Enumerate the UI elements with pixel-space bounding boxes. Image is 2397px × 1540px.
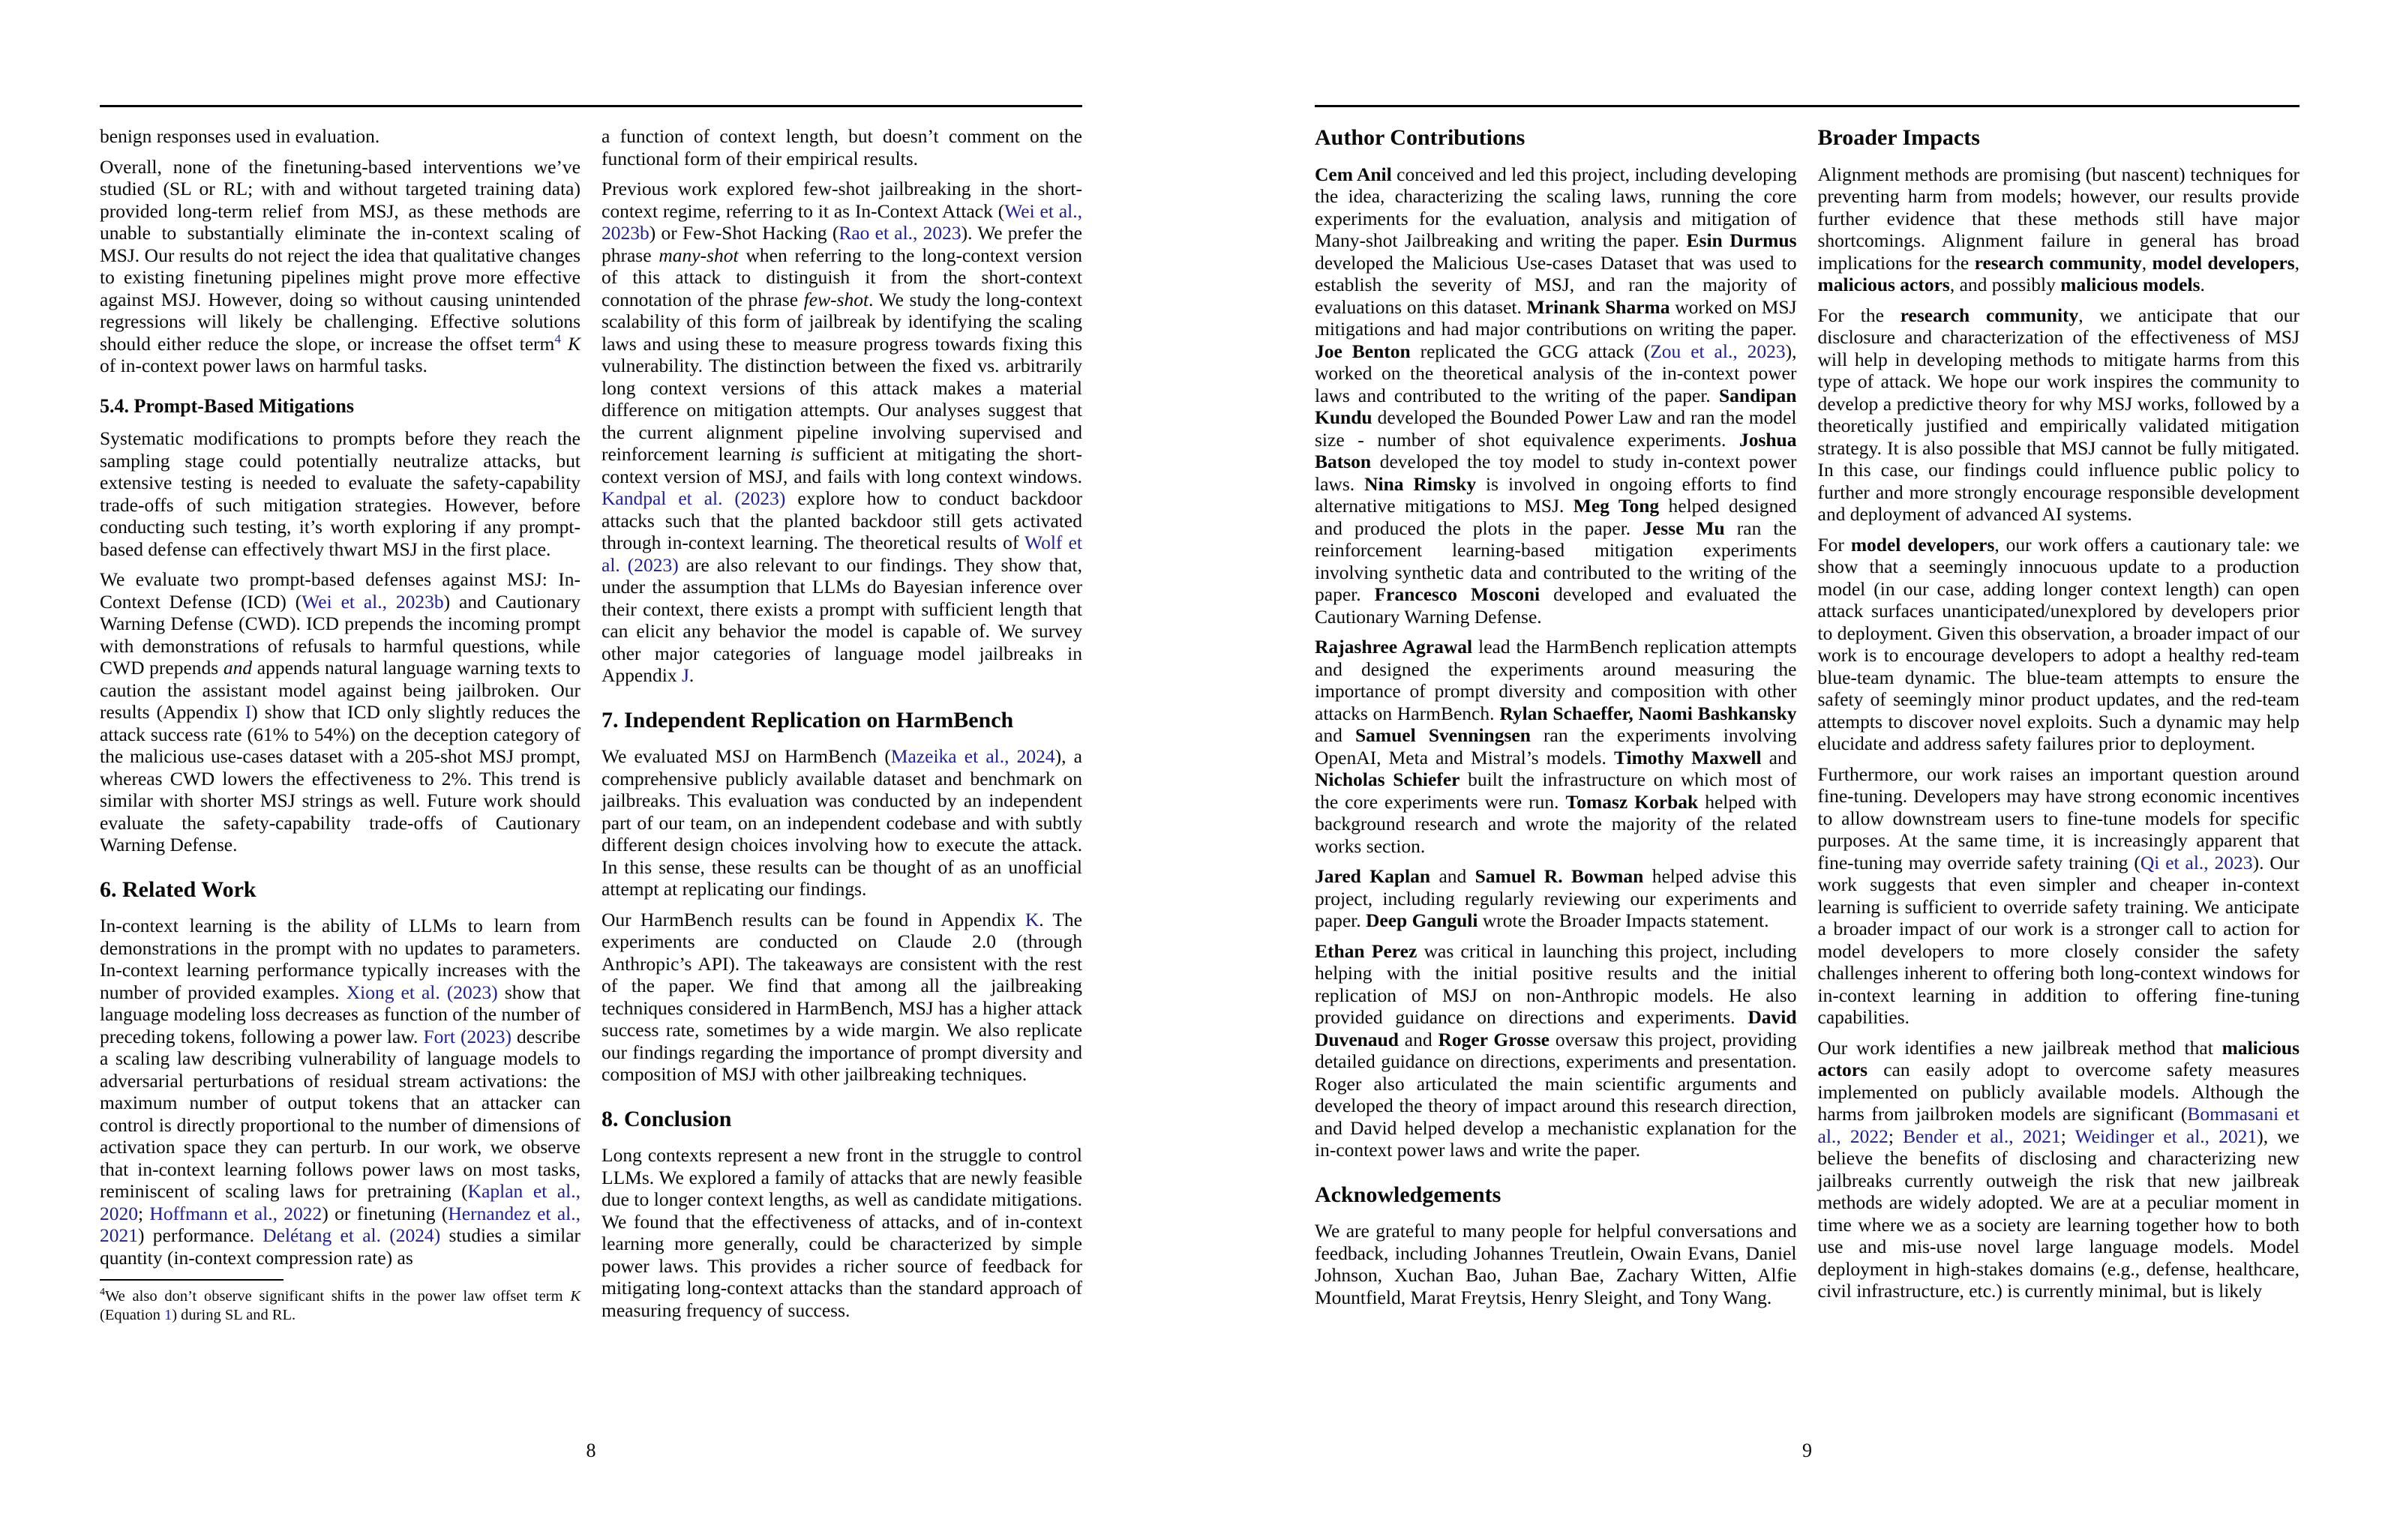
text-run: Acknowledgements <box>1315 1182 1502 1207</box>
paragraph <box>602 178 1082 687</box>
section-heading <box>1315 1182 1797 1209</box>
bold-text: model developers <box>2152 251 2295 274</box>
text-run: ; <box>138 1202 150 1224</box>
paragraph <box>100 568 580 856</box>
text-run: We evaluated MSJ on HarmBench ( <box>602 745 891 767</box>
text-run: ), worked on the theoretical analysis of the in-context power laws and contributed to the writing of the paper. <box>1315 340 1797 406</box>
text-run: developed the Malicious Use-cases Dataset that was used to establish the severity of MSJ, and ran the majority of evaluations on this dataset. <box>1315 251 1797 318</box>
page-8-column-right <box>602 125 1082 1329</box>
paragraph <box>602 745 1082 900</box>
text-run: benign responses used in evaluation. <box>100 125 380 147</box>
text-run: many-shot <box>658 244 739 266</box>
text-run: 6. Related Work <box>100 876 256 902</box>
citation-link[interactable]: Qi et al., 2023 <box>2140 851 2253 873</box>
bold-text: Sandipan Kundu <box>1315 384 1797 428</box>
text-run: Author Contributions <box>1315 125 1526 150</box>
bold-text: malicious actors <box>1817 274 1950 295</box>
bold-text: Esin Durmus <box>1686 229 1797 251</box>
text-run: . We study the long-context scalability of this form of jailbreak by identifying the scaling laws and using these to measure progress towards fixing this vulnerability. The distinction between the fixed vs. arbitrarily long context versions of this attack makes a material difference on mitigation attempts. Our analyses suggest that the current alignment pipeline involving supervised and reinforcement learning <box>602 288 1082 465</box>
citation-link[interactable]: Zou et al., 2023 <box>1650 340 1786 362</box>
text-run: explore how to conduct backdoor attacks such that the planted backdoor still gets activated through in-context learning. The theoretical results of <box>602 487 1082 553</box>
text-run: , our work offers a cautionary tale: we show that a seemingly innocuous update to a production model (in our case, adding longer context length) can open attack surfaces unanticipated/unexplored by developers prior to deployment. Given this observation, a broader impact of our work is to encourage developers to adopt a healthy red-team blue-team dynamic. The blue-team attempts to ensure the safety of seemingly minor product updates, and the red-team attempts to discover novel exploits. Such a dynamic may help elucidate and address safety failures prior to deployment. <box>1817 533 2300 754</box>
bold-text: Timothy Maxwell <box>1613 746 1762 769</box>
text-run: of in-context power laws on harmful tasks. <box>100 355 428 376</box>
text-run: 5.4. Prompt-Based Mitigations <box>100 394 354 417</box>
text-run: In-context learning is the ability of LLMs to learn from demonstrations in the prompt with no updates to parameters. In-context learning performance typically increases with the number of provided examples. <box>100 915 580 1003</box>
text-run: . <box>2200 274 2205 295</box>
text-run: studies a similar quantity (in-context compression rate) as <box>100 1224 581 1269</box>
text-run: helped advise this project, including regularly reviewing our experiments and paper. <box>1315 865 1797 931</box>
bold-text: Joe Benton <box>1315 340 1411 362</box>
text-run: and <box>1430 865 1475 887</box>
text-run: Our HarmBench results can be found in Appendix <box>602 908 1025 930</box>
text-run: developed the Bounded Power Law and ran the model size - number of shot equivalence experiments. <box>1315 406 1797 451</box>
page-9-column-right <box>1818 125 2300 1317</box>
citation-link[interactable]: Xiong et al. (2023) <box>346 981 498 1003</box>
section-heading <box>1818 125 2300 151</box>
bold-text: Jesse Mu <box>1642 517 1725 539</box>
paragraph <box>1818 304 2300 526</box>
citation-link[interactable]: Rao et al., 2023 <box>838 222 962 244</box>
bold-text: malicious actors <box>1817 1036 2300 1080</box>
bold-text: Samuel R. Bowman <box>1474 865 1644 887</box>
citation-link[interactable]: Weidinger et al., 2021 <box>2074 1125 2258 1147</box>
citation-link[interactable]: Kandpal et al. (2023) <box>602 487 786 509</box>
text-run: can easily adopt to overcome safety measures implemented on publicly available models. Although the harms from jailbroken models are significant ( <box>1817 1059 2300 1125</box>
page-9-column-left <box>1315 125 1797 1317</box>
text-run: We evaluate two prompt-based defenses against MSJ: In-Context Defense (ICD) ( <box>100 568 580 613</box>
text-run: few-shot <box>803 288 869 310</box>
section-heading <box>1315 125 1797 151</box>
paragraph <box>100 427 580 560</box>
paragraph <box>100 915 580 1269</box>
page-number: 9 <box>1802 1440 1812 1461</box>
footnote-rule <box>100 1279 284 1281</box>
paragraph <box>1315 636 1797 857</box>
paragraph <box>602 1144 1082 1321</box>
paragraph <box>602 909 1082 1086</box>
section-heading <box>602 708 1082 734</box>
text-run: appends natural language warning texts to caution the assistant model against being jailbroken. Our results (Appendix <box>100 657 580 724</box>
text-run: Previous work explored few-shot jailbreaking in the short-context regime, referring to it as In-Context Attack ( <box>602 178 1082 222</box>
text-run: We also don’t observe significant shifts in the power law offset term <box>104 1288 571 1305</box>
text-run: For <box>1817 533 1851 556</box>
text-run: lead the HarmBench replication attempts and designed the experiments around measuring the importance of prompt diversity and composition with other attacks on HarmBench. <box>1315 636 1797 724</box>
text-run: replicated the GCG attack ( <box>1410 340 1651 362</box>
bold-text: David Duvenaud <box>1315 1006 1797 1050</box>
page-9-columns <box>1315 125 2300 1317</box>
bold-text: Samuel Svenningsen <box>1354 724 1531 746</box>
text-run: Broader Impacts <box>1817 125 1980 150</box>
text-run: 4 <box>100 1287 105 1299</box>
citation-link[interactable]: Hoffmann et al., 2022 <box>149 1202 322 1224</box>
page-header-rule <box>100 105 1082 107</box>
text-run: oversaw this project, providing detailed guidance on directions, experiments and presentation. Roger also articulated the main scientific arguments and developed the theory of impact around this research direction, and David helped develop a mechanistic explanation for the in-context power laws and write the paper. <box>1315 1028 1797 1161</box>
text-run: ) show that ICD only slightly reduces the attack success rate (61% to 54%) on the deception category of the malicious use-cases dataset with a 205-shot MSJ prompt, whereas CWD lowers the effectiveness to 2%. This trend is similar with shorter MSJ strings as well. Future work should evaluate the safety-capability trade-offs of Cautionary Warning Defense. <box>100 701 580 856</box>
text-run: ran the reinforcement learning-based mitigation experiments involving synthetic data and contributed to the writing of the paper. <box>1315 517 1797 605</box>
paragraph <box>1315 940 1797 1161</box>
paragraph <box>1315 163 1797 628</box>
page-8-columns <box>100 125 1082 1329</box>
bold-text: Meg Tong <box>1573 495 1660 517</box>
bold-text: malicious models <box>2060 274 2200 295</box>
bold-text: Rajashree Agrawal <box>1315 636 1473 658</box>
text-run: Overall, none of the finetuning-based interventions we’ve studied (SL or RL; with and without targeted training data) provided long-term relief from MSJ, as these methods are unable to substantially eliminate the in-context scaling of MSJ. Our results do not reject the idea that qualitative changes to existing finetuning pipelines might prove more effective against MSJ. However, doing so without causing unintended regressions will likely be challenging. Effective solutions should either reduce the slope, or increase the offset term <box>100 155 580 355</box>
paragraph <box>1818 1037 2300 1302</box>
text-run <box>561 333 568 355</box>
text-run: and <box>1398 1028 1438 1050</box>
text-run: ). We prefer the phrase <box>602 222 1082 266</box>
bold-text: research community <box>1974 251 2142 274</box>
paper-page-9 <box>1315 0 2300 1540</box>
paragraph <box>100 125 580 148</box>
text-run: is <box>790 443 803 465</box>
bold-text: Roger Grosse <box>1438 1028 1550 1050</box>
text-run: Furthermore, our work raises an important question around fine-tuning. Developers may have strong economic incentives to allow downstream users to fine-tune models for specific purposes. At the same time, it is increasingly apparent that fine-tuning may override safety training ( <box>1817 763 2300 873</box>
text-run: ). Our work suggests that even simpler and cheaper in-context learning is sufficient to override safety training. We anticipate a broader impact of our work is a stronger call to action for model developers to more closely consider the safety challenges inherent to offering both long-context windows for in-context learning in addition to offering fine-tuning capabilities. <box>1817 851 2300 1028</box>
paragraph <box>1818 163 2300 296</box>
paragraph <box>602 125 1082 169</box>
bold-text: Mrinank Sharma <box>1526 295 1670 318</box>
text-run: K <box>568 332 581 355</box>
bold-text: Rylan Schaeffer, Naomi Bashkansky <box>1499 702 1797 724</box>
text-run: was critical in launching this project, including helping with the initial positive results and the initial replication of MSJ on non-Anthropic models. He also provided guidance on directions and experiments. <box>1315 939 1797 1028</box>
page-8-column-left <box>100 125 580 1329</box>
text-run: developed and evaluated the Cautionary Warning Defense. <box>1315 583 1797 628</box>
text-run: ran the experiments involving OpenAI, Meta and Mistral’s models. <box>1315 724 1797 769</box>
page-number: 8 <box>586 1440 596 1461</box>
section-heading <box>100 395 580 418</box>
bold-text: model developers <box>1850 533 1995 556</box>
citation-link[interactable]: I <box>244 701 252 724</box>
bold-text: Jared Kaplan <box>1315 865 1431 887</box>
text-run: sufficient at mitigating the short-context version of MSJ, and fails with long context windows. <box>602 443 1082 487</box>
text-run: ) during SL and RL. <box>172 1306 296 1323</box>
citation-link[interactable]: Wei et al., 2023b <box>302 590 444 613</box>
citation-link[interactable]: K <box>1024 908 1040 930</box>
bold-text: Deep Ganguli <box>1365 909 1478 931</box>
text-run: Long contexts represent a new front in the struggle to control LLMs. We explored a family of attacks that are newly feasible due to longer context lengths, as well as candidate mitigations. We found that the effectiveness of attacks, and of in-context learning more generally, could be characterized by simple power laws. This provides a richer source of feedback for mitigating long-context attacks than the standard approach of measuring frequency of success. <box>602 1144 1082 1321</box>
text-run: Systematic modifications to prompts before they reach the sampling stage could potentially neutralize attacks, but extensive testing is needed to evaluate the safety-capability trade-offs of such mitigation strategies. However, before conducting such testing, it’s worth exploring if any prompt-based defense can effectively thwart MSJ in the first place. <box>100 427 580 560</box>
paragraph <box>1315 865 1797 932</box>
citation-link[interactable]: Kaplan et al., 2020 <box>100 1180 580 1224</box>
citation-link[interactable]: Wolf et al. (2023) <box>602 532 1082 576</box>
text-run: worked on MSJ mitigations and had major contributions on writing the paper. <box>1315 295 1797 340</box>
text-run: and <box>223 657 253 679</box>
bold-text: Nicholas Schiefer <box>1315 769 1460 790</box>
text-run: , and possibly <box>1949 274 2061 295</box>
text-run: We are grateful to many people for helpful conversations and feedback, including Johannes Treutlein, Owain Evans, Daniel Johnson, Xuchan Bao, Juhan Bae, Zachary Witten, Alfie Mountfield, Marat Freytsis, Henry Sleight, and Tony Wang. <box>1315 1220 1797 1308</box>
text-run: ), we believe the benefits of disclosing and characterizing new jailbreaks currently outweigh the risk that new jailbreak methods are widely adopted. We are at a peculiar moment in time where we as a society are learning together how to both use and mis-use novel large language models. Model deployment in high-stakes domains (e.g., defense, healthcare, civil infrastructure, etc.) is currently minimal, but is likely <box>1817 1125 2300 1302</box>
paragraph <box>1818 763 2300 1029</box>
text-run: , we anticipate that our disclosure and characterization of the effectiveness of MSJ will help in developing methods to mitigate harms from this type of attack. We hope our work inspires the community to develop a predictive theory for why MSJ works, followed by a theoretically justified and empirically validated mitigation strategy. It is also possible that MSJ cannot be fully mitigated. In this case, our findings could influence public policy to further and more strongly encourage responsible development and deployment of advanced AI systems. <box>1817 304 2300 525</box>
text-run: , <box>2294 251 2300 274</box>
text-run: ; <box>2060 1125 2075 1147</box>
section-heading <box>100 877 580 903</box>
citation-link[interactable]: J <box>681 664 689 686</box>
paragraph <box>1315 1220 1797 1308</box>
text-run: K <box>570 1288 580 1305</box>
page-header-rule <box>1315 105 2300 107</box>
text-run: ) performance. <box>138 1224 263 1247</box>
text-run: 7. Independent Replication on HarmBench <box>602 707 1014 733</box>
text-run: ) and Cautionary Warning Defense (CWD). ICD prepends the incoming prompt with demonstrations of refusals to harmful questions, while CWD prepends <box>100 590 580 679</box>
bold-text: Joshua Batson <box>1315 428 1797 472</box>
citation-link[interactable]: 4 <box>554 331 562 346</box>
text-run: ; <box>1888 1125 1904 1147</box>
text-run: Alignment methods are promising (but nascent) techniques for preventing harm from models; however, our results provide further evidence that these methods still have major shortcomings. Alignment failure in general has broad implications for the <box>1817 163 2300 274</box>
bold-text: Tomasz Korbak <box>1565 790 1699 813</box>
text-run: and <box>1315 724 1355 746</box>
citation-link[interactable]: Bender et al., 2021 <box>1903 1125 2061 1147</box>
citation-link[interactable]: Wei et al., 2023b <box>602 199 1082 244</box>
citation-link[interactable]: Fort (2023) <box>423 1025 512 1047</box>
text-run: helped with background research and wrote the majority of the related works section. <box>1315 790 1797 857</box>
text-run: ) or finetuning ( <box>322 1202 448 1224</box>
citation-link[interactable]: 1 <box>164 1306 172 1323</box>
text-run: are also relevant to our findings. They show that, under the assumption that LLMs do Bayesian inference over their context, there exists a prompt with sufficient length that can elicit any behavior the model is capable of. We survey other major categories of language model jailbreaks in Appendix <box>602 553 1083 686</box>
text-run: is involved in ongoing efforts to find alternative mitigations to MSJ. <box>1315 472 1797 517</box>
bold-text: research community <box>1900 304 2079 326</box>
text-run: and <box>1761 746 1797 769</box>
text-run: when referring to the long-context version of this attack to distinguish it from the short-context connotation of the phrase <box>602 244 1082 310</box>
paragraph <box>100 156 580 377</box>
text-run: , <box>2141 251 2152 274</box>
citation-link[interactable]: Bommasani et al., 2022 <box>1817 1103 2300 1147</box>
text-run: Our work identifies a new jailbreak method that <box>1817 1036 2222 1059</box>
text-run: describe a scaling law describing vulnerability of language models to adversarial perturbations of residual stream activations: the maximum number of output tokens that an attacker can control is directly proportional to the number of dimensions of activation space they can perturb. In our work, we observe that in-context learning follows power laws on most tasks, reminiscent of scaling laws for pretraining ( <box>100 1025 580 1203</box>
text-run: ), a comprehensive publicly available dataset and benchmark on jailbreaks. This evaluation was conducted by an independent part of our team, on an independent codebase and with subtly different design choices involving how to execute the attack. In this sense, these results can be thought of as an unofficial attempt at replicating our findings. <box>602 745 1083 900</box>
text-run: a function of context length, but doesn’t comment on the functional form of their empirical results. <box>602 125 1082 169</box>
citation-link[interactable]: Mazeika et al., 2024 <box>890 745 1055 767</box>
bold-text: Ethan Perez <box>1315 939 1418 962</box>
text-run: developed the toy model to study in-context power laws. <box>1315 451 1797 495</box>
text-run: show that language modeling loss decreases as function of the number of preceding tokens, following a power law. <box>100 981 581 1047</box>
bold-text: Cem Anil <box>1315 163 1392 185</box>
citation-link[interactable]: Hernandez et al., 2021 <box>100 1202 580 1247</box>
bold-text: Nina Rimsky <box>1364 472 1477 495</box>
text-run: helped designed and produced the plots in the paper. <box>1315 495 1797 539</box>
text-run: For the <box>1817 304 1900 326</box>
text-run: (Equation <box>100 1306 164 1323</box>
text-run: ) or Few-Shot Hacking ( <box>649 222 839 244</box>
text-run: conceived and led this project, including developing the idea, characterizing the scaling laws, running the core experiments for the evaluation, analysis and mitigation of Many-shot Jailbreaking and writing the paper. <box>1315 163 1797 251</box>
section-heading <box>602 1107 1082 1133</box>
paragraph <box>1818 534 2300 755</box>
text-run: . The experiments are conducted on Claude 2.0 (through Anthropic’s API). The takeaways are consistent with the rest of the paper. We find that among all the jailbreaking techniques considered in HarmBench, MSJ has a higher attack success rate, sometimes by a wide margin. We also replicate our findings regarding the importance of prompt diversity and composition of MSJ with other jailbreaking techniques. <box>602 908 1082 1085</box>
citation-link[interactable]: Delétang et al. (2024) <box>262 1224 441 1247</box>
paper-page-8 <box>100 0 1082 1540</box>
text-run: . <box>688 664 694 686</box>
text-run: built the infrastructure on which most of the core experiments were run. <box>1315 769 1797 813</box>
text-run: 8. Conclusion <box>602 1106 732 1131</box>
text-run: wrote the Broader Impacts statement. <box>1478 909 1769 931</box>
footnote <box>100 1279 580 1324</box>
bold-text: Francesco Mosconi <box>1374 583 1540 605</box>
